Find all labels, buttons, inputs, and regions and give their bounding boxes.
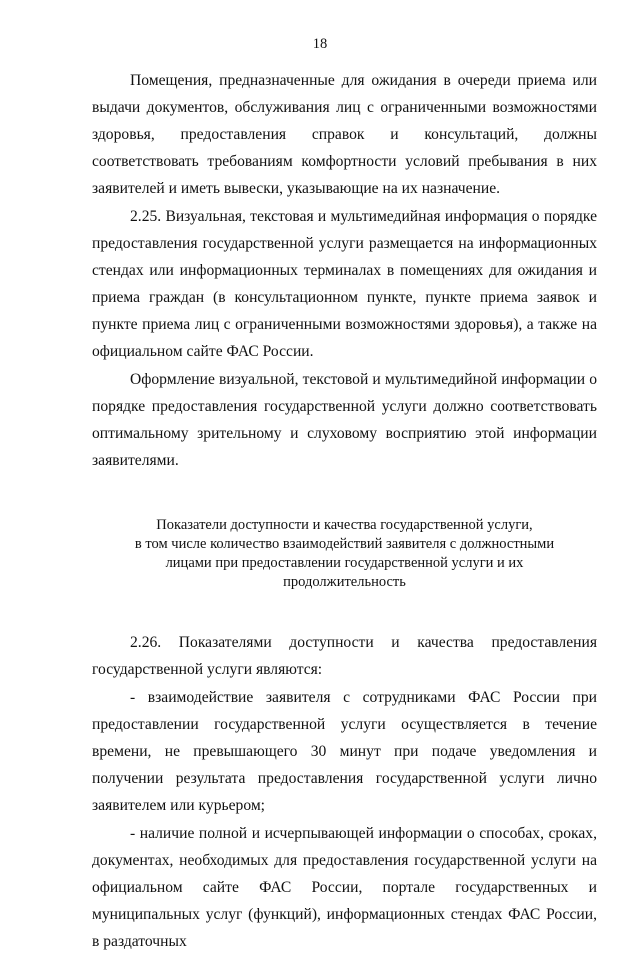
document-body <box>92 67 597 955</box>
section-heading-line: в том числе количество взаимодействий заявителя с должностными <box>134 536 555 552</box>
list-item-information: - наличие полной и исчерпывающей информации о способах, сроках, документах, необходимых для предоставления государственной услуги на официальном сайте ФАС России, портале государственных и муниципальных услуг (функций), информационных стендах ФАС России, в раздаточных <box>92 825 597 950</box>
section-heading <box>92 516 597 592</box>
section-heading-line: продолжительность <box>283 574 406 590</box>
paragraph-information-design: Оформление визуальной, текстовой и мультимедийной информации о порядке предоставления государственной услуги должно соответствовать оптимальному зрительному и слуховому восприятию этой информации заявителями. <box>92 371 597 469</box>
section-heading-line: Показатели доступности и качества государственной услуги, <box>156 517 533 533</box>
list-item-interaction: - взаимодействие заявителя с сотрудниками ФАС России при предоставлении государственной услуги осуществляется в течение времени, не превышающего 30 минут при подаче уведомления и получении результата предоставления государственной услуги лично заявителем или курьером; <box>92 689 597 814</box>
paragraph-premises: Помещения, предназначенные для ожидания в очереди приема или выдачи документов, обслуживания лиц с ограниченными возможностями здоровья, предоставления справок и консультаций, должны соответствовать требованиям комфортности условий пребывания в них заявителей и иметь вывески, указывающие на их назначение. <box>92 72 597 197</box>
page-number: 18 <box>312 36 328 52</box>
paragraph-2-26: 2.26. Показателями доступности и качества предоставления государственной услуги являются: <box>92 634 597 678</box>
paragraph-2-25: 2.25. Визуальная, текстовая и мультимедийная информация о порядке предоставления государственной услуги размещается на информационных стендах или информационных терминалах в помещениях для ожидания и приема граждан (в консультационном пункте, пункте приема заявок и пункте приема лиц с ограниченными возможностями здоровья), а также на официальном сайте ФАС России. <box>92 208 597 360</box>
section-heading-line: лицами при предоставлении государственной услуги и их <box>165 555 524 571</box>
